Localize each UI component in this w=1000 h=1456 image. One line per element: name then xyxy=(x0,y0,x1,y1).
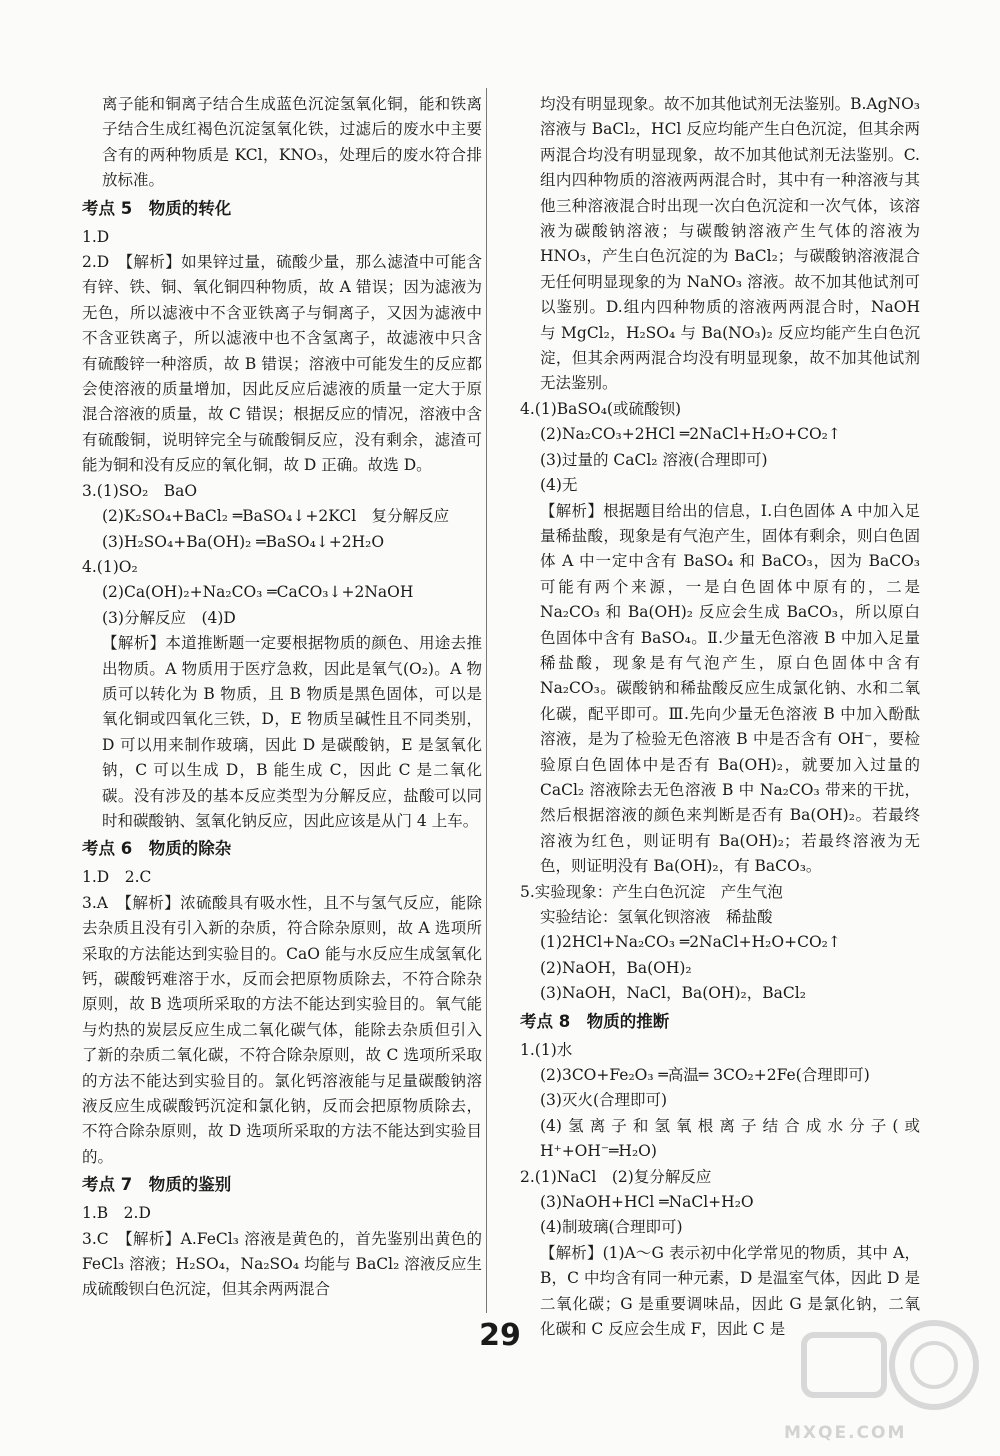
answer-paragraph: (3)分解反应 (4)D xyxy=(102,608,236,627)
answer-paragraph: (2)3CO+Fe₂O₃ ═高温═ 3CO₂+2Fe(合理即可) xyxy=(540,1066,870,1085)
column-divider xyxy=(486,88,487,1313)
answer-paragraph: 【解析】(1)A～G 表示初中化学常见的物质，其中 A，B，C 中均含有同一种元素，D 是温室气体，因此 D 是二氧化碳；G 是重要调味品，因此 G 是氯化钠，二氧化碳和 C 反应会生成 F，因此 C 是 xyxy=(540,1243,920,1339)
answer-paragraph: (2)Na₂CO₃+2HCl ═2NaCl+H₂O+CO₂↑ xyxy=(540,425,841,444)
watermark-logo xyxy=(764,1310,994,1450)
section-heading: 考点 8 物质的推断 xyxy=(520,1011,670,1031)
answer-paragraph: (2)NaOH，Ba(OH)₂ xyxy=(540,958,692,977)
left-column xyxy=(82,92,482,1303)
right-column xyxy=(520,92,920,1343)
answer-paragraph: (3)H₂SO₄+Ba(OH)₂ ═BaSO₄↓+2H₂O xyxy=(102,532,385,551)
answer-paragraph: 4.(1)BaSO₄(或硫酸钡) xyxy=(520,399,682,418)
answer-paragraph: 3.(1)SO₂ BaO xyxy=(82,481,198,500)
answer-paragraph: (4)氢离子和氢氧根离子结合成水分子(或 H⁺+OH⁻═H₂O) xyxy=(540,1116,920,1161)
answer-paragraph: 2.D 【解析】如果锌过量，硫酸少量，那么滤渣中可能含有锌、铁、铜、氧化铜四种物质，故 A 错误；因为滤液为无色，所以滤液中不含亚铁离子与铜离子，又因为滤液中不含亚铁离子，所以滤液中也不含氢离子，故滤液中只含有硫酸锌一种溶质，故 B 错误；溶液中可能发生的反应都会使溶液的质量增加，因此反应后滤液的质量一定大于原混合溶液的质量，故 C 错误；根据反应的情况，溶液中含有硫酸铜，说明锌完全与硫酸铜反应，没有剩余，滤渣可能为铜和没有反应的氧化铜，故 D 正确。故选 D。 xyxy=(82,253,482,475)
answer-paragraph: (1)2HCl+Na₂CO₃ ═2NaCl+H₂O+CO₂↑ xyxy=(540,933,841,952)
answer-paragraph: 2.(1)NaCl (2)复分解反应 xyxy=(520,1167,712,1186)
answer-paragraph: 【解析】本道推断题一定要根据物质的颜色、用途去推出物质。A 物质用于医疗急救，因此是氧气(O₂)。A 物质可以转化为 B 物质，且 B 物质是黑色固体，可以是氧化铜或四氧化三铁，D，E 物质呈碱性且不同类别，D 可以用来制作玻璃，因此 D 是碳酸钠，E 是氢氧化钠，C 可以生成 D，B 能生成 C，因此 C 是二氧化碳。没有涉及的基本反应类型为分解反应，盐酸可以同时和碳酸钠、氢氧化钠反应，因此应该是从门 4 上车。 xyxy=(102,634,482,830)
answer-paragraph: 4.(1)O₂ xyxy=(82,557,138,576)
answer-paragraph: 5.实验现象：产生白色沉淀 产生气泡 xyxy=(520,882,783,901)
answer-paragraph: (2)Ca(OH)₂+Na₂CO₃ ═CaCO₃↓+2NaOH xyxy=(102,583,414,602)
answer-paragraph: 1.(1)水 xyxy=(520,1040,573,1059)
answer-paragraph: (3)过量的 CaCl₂ 溶液(合理即可) xyxy=(540,450,768,469)
section-heading: 考点 7 物质的鉴别 xyxy=(82,1175,232,1195)
answer-paragraph: 3.C 【解析】A.FeCl₃ 溶液是黄色的，首先鉴别出黄色的 FeCl₃ 溶液；H₂SO₄，Na₂SO₄ 均能与 BaCl₂ 溶液反应生成硫酸钡白色沉淀，但其余两两混合 xyxy=(82,1229,482,1299)
answer-paragraph: 1.D xyxy=(82,227,110,246)
answer-paragraph: 1.D 2.C xyxy=(82,868,152,887)
answer-paragraph: (4)制玻璃(合理即可) xyxy=(540,1218,683,1237)
section-heading: 考点 5 物质的转化 xyxy=(82,198,232,218)
answer-paragraph: 离子能和铜离子结合生成蓝色沉淀氢氧化铜，能和铁离子结合生成红褐色沉淀氢氧化铁，过滤后的废水中主要含有的两种物质是 KCl，KNO₃，处理后的废水符合排放标准。 xyxy=(102,95,482,190)
answer-paragraph: 实验结论：氢氧化钡溶液 稀盐酸 xyxy=(540,908,773,926)
answer-paragraph: (2)K₂SO₄+BaCl₂ ═BaSO₄↓+2KCl 复分解反应 xyxy=(102,507,450,526)
answer-paragraph: 3.A 【解析】浓硫酸具有吸水性，且不与氢气反应，能除去杂质且没有引入新的杂质，符合除杂原则，故 A 选项所采取的方法能达到实验目的。CaO 能与水反应生成氢氧化钙，碳酸钙难溶于水，反而会把原物质除去，不符合除杂原则，故 B 选项所采取的方法不能达到实验目的。氧气能与灼热的炭层反应生成二氧化碳气体，能除去杂质但引入了新的杂质二氧化碳，不符合除杂原则，故 C 选项所采取的方法不能达到实验目的。氯化钙溶液能与足量碳酸钠溶液反应生成碳酸钙沉淀和氯化钠，反而会把原物质除去，不符合除杂原则，故 D 选项所采取的方法不能达到实验目的。 xyxy=(82,893,482,1166)
section-heading: 考点 6 物质的除杂 xyxy=(82,839,232,859)
page-number: 29 xyxy=(479,1318,521,1353)
answer-paragraph: 【解析】根据题目给出的信息，Ⅰ.白色固体 A 中加入足量稀盐酸，现象是有气泡产生，固体有剩余，则白色固体 A 中一定中含有 BaSO₄ 和 BaCO₃，因为 BaCO₃ 可能有两个来源，一是白色固体中原有的，二是 Na₂CO₃ 和 Ba(OH)₂ 反应会生成 BaCO₃，所以原白色固体中含有 BaSO₄。Ⅱ.少量无色溶液 B 中加入足量稀盐酸，现象是有气泡产生，原白色固体中含有 Na₂CO₃。碳酸钠和稀盐酸反应生成氯化钠、水和二氧化碳，配平即可。Ⅲ.先向少量无色溶液 B 中加入酚酞溶液，是为了检验无色溶液 B 中是否含有 OH⁻，要检验原白色固体中是否有 Ba(OH)₂，就要加入过量的 CaCl₂ 溶液除去无色溶液 B 中 Na₂CO₃ 带来的干扰，然后根据溶液的颜色来判断是否有 Ba(OH)₂。若最终溶液为红色，则证明有 Ba(OH)₂；若最终溶液为无色，则证明没有 Ba(OH)₂，有 BaCO₃。 xyxy=(540,501,920,876)
answer-paragraph: (3)NaOH+HCl ═NaCl+H₂O xyxy=(540,1193,754,1212)
answer-paragraph: 1.B 2.D xyxy=(82,1204,151,1223)
answer-paragraph: 均没有明显现象。故不加其他试剂无法鉴别。B.AgNO₃溶液与 BaCl₂，HCl 反应均能产生白色沉淀，但其余两两混合均没有明显现象，故不加其他试剂无法鉴别。C.组内四种物质的溶液两两混合时，其中有一种溶液与其他三种溶液混合时出现一次白色沉淀和一次气体，该溶液为碳酸钠溶液；与碳酸钠溶液产生气体的溶液为 HNO₃，产生白色沉淀的为 BaCl₂；与碳酸钠溶液混合无任何明显现象的为 NaNO₃ 溶液。故不加其他试剂可以鉴别。D.组内四种物质的溶液两两混合时，NaOH 与 MgCl₂，H₂SO₄ 与 Ba(NO₃)₂ 反应均能产生白色沉淀，但其余两两混合均没有明显现象，故不加其他试剂无法鉴别。 xyxy=(540,95,920,393)
answer-paragraph: (3)NaOH，NaCl，Ba(OH)₂，BaCl₂ xyxy=(540,984,806,1003)
answer-paragraph: (4)无 xyxy=(540,476,578,495)
answer-paragraph: (3)灭火(合理即可) xyxy=(540,1091,668,1110)
watermark-text: MXQE.COM xyxy=(784,1423,907,1443)
